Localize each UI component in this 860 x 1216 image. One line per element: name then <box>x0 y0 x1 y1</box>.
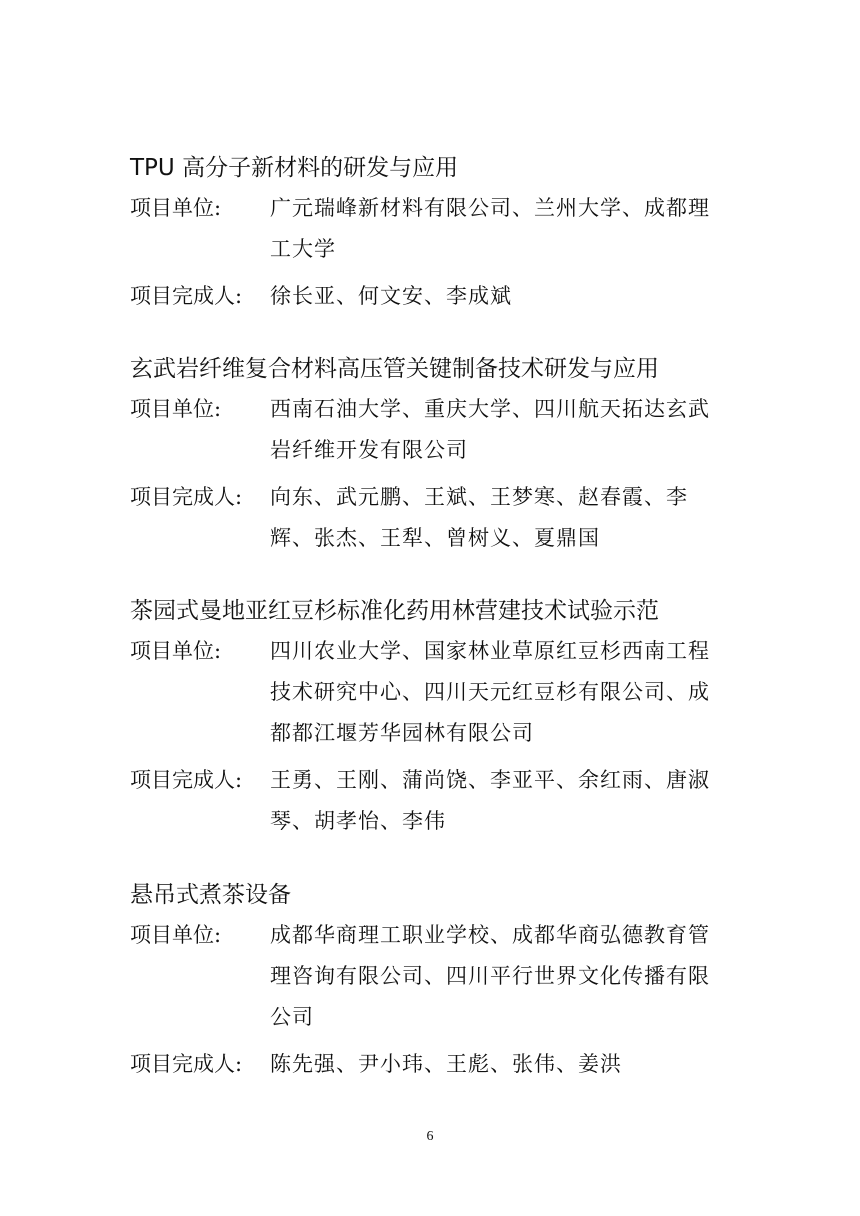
project-block-3 <box>130 597 740 842</box>
project-unit-row <box>130 922 740 1038</box>
project-person-row <box>130 484 740 559</box>
project-unit-row <box>130 638 740 754</box>
project-unit-row <box>130 396 740 471</box>
project-person-row <box>130 1051 740 1085</box>
unit-label: 项目单位: <box>130 397 222 421</box>
person-label: 项目完成人: <box>130 1052 243 1076</box>
unit-label: 项目单位: <box>130 639 222 663</box>
page-number: 6 <box>426 1129 434 1144</box>
project-title: 茶园式曼地亚红豆杉标准化药用林营建技术试验示范 <box>130 598 659 624</box>
project-title: 玄武岩纤维复合材料高压管关键制备技术研发与应用 <box>130 356 659 382</box>
project-title: 悬吊式煮茶设备 <box>130 882 291 908</box>
person-value: 向东、武元鹏、王斌、王梦寒、赵春霞、李辉、张杰、王犁、曾树义、夏鼎国 <box>270 485 688 550</box>
project-block-1 <box>130 154 740 317</box>
project-title: TPU 高分子新材料的研发与应用 <box>130 155 459 181</box>
person-value: 陈先强、尹小玮、王彪、张伟、姜洪 <box>270 1052 622 1076</box>
project-person-row <box>130 283 740 317</box>
project-unit-row <box>130 195 740 270</box>
unit-label: 项目单位: <box>130 196 222 220</box>
person-value: 徐长亚、何文安、李成斌 <box>270 284 512 308</box>
unit-value: 成都华商理工职业学校、成都华商弘德教育管理咨询有限公司、四川平行世界文化传播有限公司 <box>270 923 710 1029</box>
project-block-4 <box>130 881 740 1085</box>
unit-value: 四川农业大学、国家林业草原红豆杉西南工程技术研究中心、四川天元红豆杉有限公司、成都都江堰芳华园林有限公司 <box>270 639 710 745</box>
person-value: 王勇、王刚、蒲尚饶、李亚平、余红雨、唐淑琴、胡孝怡、李伟 <box>270 768 710 833</box>
project-block-2 <box>130 355 740 559</box>
unit-value: 广元瑞峰新材料有限公司、兰州大学、成都理工大学 <box>270 196 710 261</box>
unit-value: 西南石油大学、重庆大学、四川航天拓达玄武岩纤维开发有限公司 <box>270 397 710 462</box>
person-label: 项目完成人: <box>130 485 243 509</box>
unit-label: 项目单位: <box>130 923 222 947</box>
project-person-row <box>130 767 740 842</box>
person-label: 项目完成人: <box>130 284 243 308</box>
person-label: 项目完成人: <box>130 768 243 792</box>
